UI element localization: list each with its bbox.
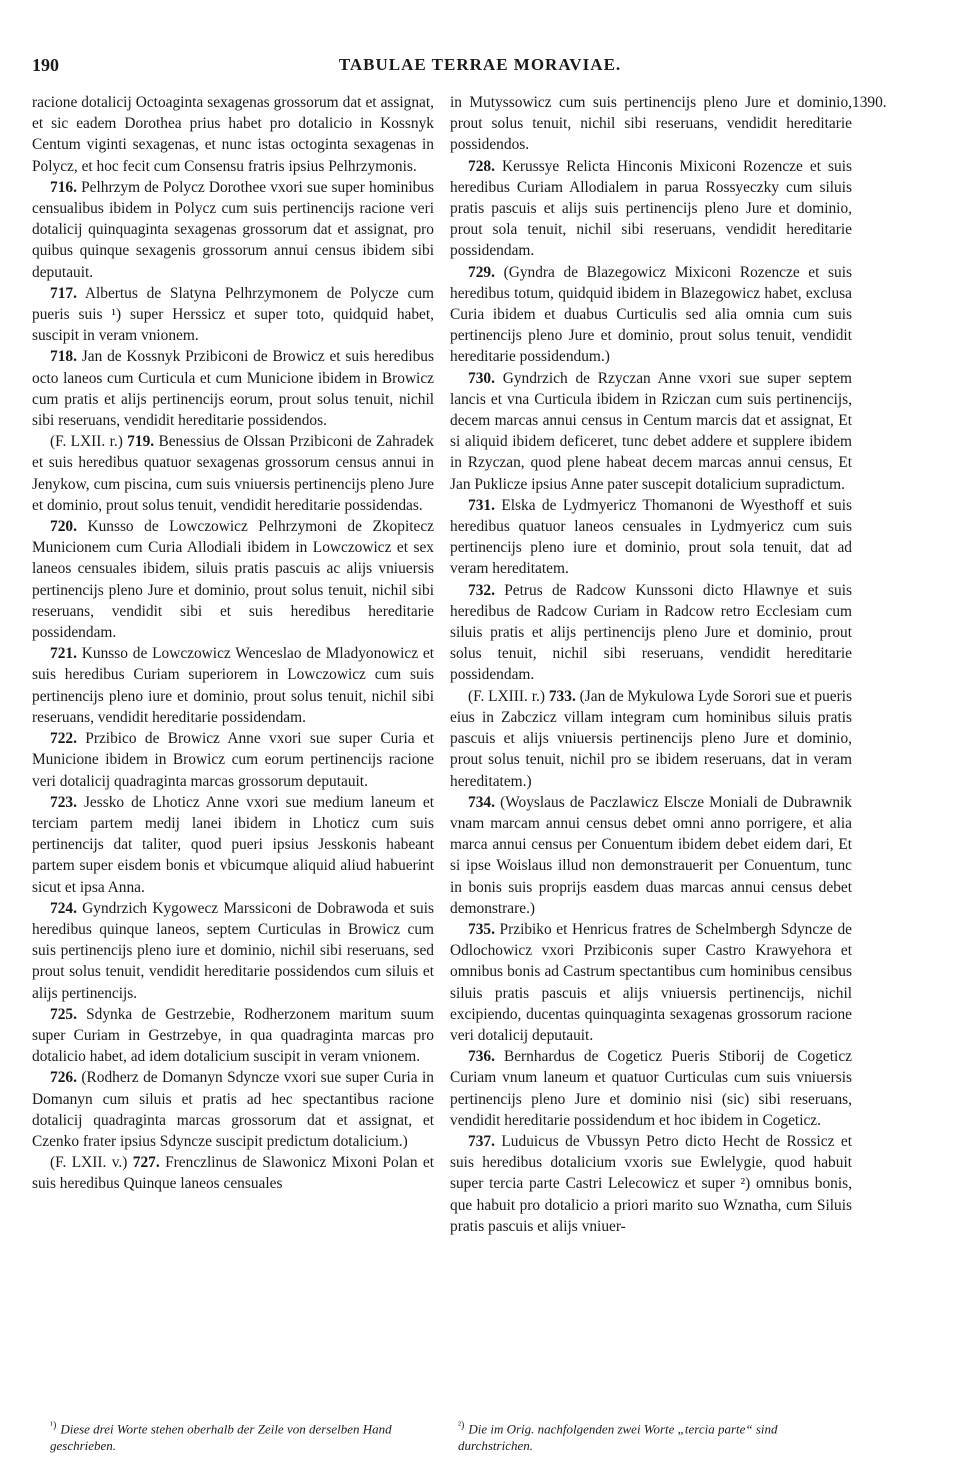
entry-number: 726. — [50, 1069, 77, 1087]
running-title: TABULAE TERRAE MORAVIAE. — [338, 55, 622, 74]
footnote-mark: ²) — [458, 1420, 465, 1431]
entry-number: 727. — [132, 1154, 160, 1172]
entry-text: Petrus de Radcow Kunssoni dicto Hlawnye et suis heredibus de Radcow Curiam in Radcow retro Ecclesiam cum siluis pratis et alijs pertinencijs pleno Jure et dominio, prout solus tenuit, nichil sibi reseruans, vendidit hereditarie possidendam. — [450, 581, 852, 684]
entry-number: 717. — [50, 284, 77, 302]
entry-number: 728. — [468, 157, 495, 175]
folio-reference: (F. LXIII. r.) — [468, 687, 545, 705]
entry-718 — [32, 346, 434, 431]
entry-number: 731. — [468, 496, 495, 514]
entry-728 — [450, 156, 852, 262]
entry-722 — [32, 728, 434, 792]
footnote-left — [50, 1417, 445, 1454]
entry-number: 718. — [50, 348, 77, 366]
entry-text: Elska de Lydmyericz Thomanoni de Wyesthoff et suis heredibus quatuor laneos censuales in Lydmyericz cum suis pertinencijs pleno iure et dominio, prout sola tenuit, dat ad veram hereditatem. — [450, 496, 852, 578]
entry-number: 723. — [50, 793, 77, 811]
entry-number: 734. — [468, 793, 495, 811]
footnote-right — [458, 1417, 853, 1454]
entry-text: (Rodherz de Domanyn Sdyncze vxori sue super Curia in Domanyn cum siluis et pratis ad hec spectantibus racione dotalicij quadraginta marcas grossorum dat et assignat, et Czenko frater ipsius Sdyncze suscipit predictum dotalicium.) — [32, 1069, 434, 1150]
entry-724 — [32, 898, 434, 1004]
entry-text: Pelhrzym de Polycz Dorothee vxori sue super hominibus censualibus ibidem in Polycz cum suis pertinencijs racione veri dotalicij quinquaginta sexagenas grossorum dat et assignat, pro quibus quinque sexagenis grossorum annui census ibidem sibi deputauit. — [32, 178, 434, 281]
entry-text: Kunsso de Lowczowicz Wenceslao de Mladyonowicz et suis heredibus Curiam superiorem in Lowczowicz cum suis pertinencijs pleno iure et dominio, prout solus tenuit, nichil sibi reseruans, vendidit hereditarie possidendam. — [32, 645, 434, 726]
entry-735 — [450, 919, 852, 1046]
entry-731 — [450, 495, 852, 580]
entry-734 — [450, 792, 852, 919]
entry-737 — [450, 1131, 852, 1237]
entry-number: 724. — [50, 899, 77, 917]
entry-721 — [32, 643, 434, 728]
folio-reference: (F. LXII. r.) — [50, 433, 123, 451]
entry-726 — [32, 1067, 434, 1152]
entry-text: Frenczlinus de Slawonicz Mixoni Polan et suis heredibus Quinque laneos censuales — [32, 1154, 435, 1193]
entry-text: in Mutyssowicz cum suis pertinencijs pleno Jure et dominio, prout solus tenuit, nichil sibi reseruans, vendidit hereditarie possidendos. — [450, 94, 852, 154]
entry-number: 733. — [548, 687, 576, 705]
footnote-text: Diese drei Worte stehen oberhalb der Zeile von derselben Hand geschrieben. — [50, 1421, 392, 1454]
entry-number: 730. — [468, 369, 495, 387]
entry-number: 720. — [50, 518, 77, 536]
entry-717 — [32, 283, 434, 347]
left-column — [32, 92, 434, 1195]
entry-719 — [32, 431, 434, 516]
margin-year: 1390. — [852, 94, 887, 111]
page-number: 190 — [32, 55, 59, 75]
entry-733 — [450, 686, 852, 792]
entry-text: Bernhardus de Cogeticz Pueris Stiborij de Cogeticz Curiam vnum laneum et quatuor Curticulas cum suis vniuersis pertinencijs pleno Jure et dominio nisi (sic) sibi reseruans, vendidit hereditarie possidendum et hoc ibidem in Cogeticz. — [450, 1048, 852, 1129]
folio-reference: (F. LXII. v.) — [50, 1154, 128, 1172]
entry-727 — [32, 1152, 434, 1194]
entry-729 — [450, 262, 852, 368]
entry-text: Kerussye Relicta Hinconis Mixiconi Rozencze et suis heredibus Curiam Allodialem in parua Rossyeczky cum siluis pratis pascuis et alijs suis pertinencijs pleno Jure et dominio, prout sola tenuit, nichil sibi reseruans, vendidit hereditarie possidendam. — [450, 157, 852, 260]
entry-text: (Gyndra de Blazegowicz Mixiconi Rozencze et suis heredibus totum, quidquid ibidem in Blazegowicz habet, exclusa Curia ibidem et duabus Curticulis sed alia omnia cum suis pertinencijs pleno Jure et dominio, prout solus tenuit, vendidit hereditarie possidendum.) — [450, 263, 852, 366]
entry-continuation — [450, 92, 852, 156]
entry-number: 729. — [468, 263, 495, 281]
entry-732 — [450, 580, 852, 686]
entry-720 — [32, 516, 434, 643]
entry-text: Kunsso de Lowczowicz Pelhrzymoni de Zkopitecz Municionem cum Curia Allodiali ibidem in Lowczowicz et sex laneos censuales ibidem, siluis pratis pascuis ac alijs vniuersis pertinencijs pleno Jure et dominio, prout solus tenuit, nichil sibi reseruans, vendidit sibi et suis heredibus hereditarie possidendam. — [32, 518, 434, 642]
running-head — [32, 55, 928, 81]
entry-number: 725. — [50, 1005, 77, 1023]
entry-725 — [32, 1004, 434, 1068]
entry-text: Luduicus de Vbussyn Petro dicto Hecht de Rossicz et suis heredibus dotalicium vxoris sue Ewlelygie, quod habuit super tercia parte Castri Lelecowicz et super ²) omnibus bonis, que habuit pro dotalicio a priori marito suo Wznatha, cum Siluis pratis pascuis et alijs vniuer- — [450, 1132, 852, 1235]
entry-text: Albertus de Slatyna Pelhrzymonem de Polycze cum pueris suis ¹) super Herssicz et super toto, quidquid habet, suscipit in veram vnionem. — [32, 284, 435, 345]
entry-number: 736. — [468, 1048, 495, 1066]
entry-716 — [32, 177, 434, 283]
entry-text: Gyndrzich Kygowecz Marssiconi de Dobrawoda et suis heredibus quinque laneos, septem Curticulas in Browicz cum suis pertinencijs pleno iure et dominio, nichil sibi reseruans, sed prout solus tenuit, vendidit hereditarie possidendos cum siluis et alijs pertinencijs. — [32, 899, 434, 1002]
entry-text: Przibico de Browicz Anne vxori sue super Curia et Municione ibidem in Browicz cum eorum pertinencijs racione veri dotalicij quadraginta marcas grossorum deputauit. — [32, 730, 434, 790]
entry-736 — [450, 1046, 852, 1131]
entry-number: 732. — [468, 581, 495, 599]
entry-number: 735. — [468, 920, 495, 938]
entry-text: Sdynka de Gestrzebie, Rodherzonem maritum suum super Curiam in Gestrzebye, in qua quadraginta marcas pro dotalicio habet, ad idem dotalicium suscipit in veram vnionem. — [32, 1005, 434, 1066]
right-column — [450, 92, 887, 1237]
footnote-text: Die im Orig. nachfolgenden zwei Worte „tercia parte“ sind durchstrichen. — [458, 1421, 778, 1454]
entry-text: Benessius de Olssan Przibiconi de Zahradek et suis heredibus quatuor sexagenas grossorum census annui in Jenykow, cum piscina, cum suis vniuersis pertinencijs pleno Jure et dominio, prout solus tenuit, vendidit hereditarie possidendas. — [32, 433, 434, 514]
entry-730 — [450, 368, 852, 495]
entry-continuation — [32, 92, 434, 177]
entry-number: 719. — [127, 433, 155, 451]
entry-text: Gyndrzich de Rzyczan Anne vxori sue super septem lancis et vna Curticula ibidem in Rziczan cum suis pertinencijs, decem marcas annui census in Centum marcis dat et assignat, Et si aliquid ibidem deficeret, tunc debet addere et supplere ibidem in Rzyczan, quod plene habeat decem marcas annui census, Et Jan Puklicze ipsius Anne pater suscepit dotalicium supradictum. — [450, 369, 852, 493]
entry-text: (Jan de Mykulowa Lyde Sorori sue et pueris eius in Zabczicz villam integram cum hominibus siluis pratis pascuis et alijs vniuersis pertinencijs pleno Jure et dominio, prout solus tenuit, nichil pro se ibidem reseruans, dat in veram hereditatem.) — [450, 687, 852, 790]
entry-723 — [32, 792, 434, 898]
entry-text: Jan de Kossnyk Przibiconi de Browicz et suis heredibus octo laneos cum Curticula et cum Municione ibidem in Browicz cum pratis et alijs pertinencijs eorum, prout solus tenuit, nichil sibi reseruans, vendidit hereditarie possidendos. — [32, 348, 434, 430]
entry-number: 716. — [50, 178, 77, 196]
entry-number: 737. — [468, 1132, 495, 1150]
entry-text: Przibiko et Henricus fratres de Schelmbergh Sdyncze de Odlochowicz vxori Przibiconis super Castro Krawyehora et omnibus bonis ad Castrum spectantibus cum hominibus censibus siluis pratis pascuis et alijs vniuersis pertinencijs, nichil excipiendo, ducentas quinquaginta sexagenas grossorum racione veri dotalicij deputauit. — [450, 920, 852, 1044]
entry-text: racione dotalicij Octoaginta sexagenas grossorum dat et assignat, et sic eadem Dorothea prius habet pro dotalicio in Kossnyk Centum viginti sexagenas, et nunc istas octoginta sexagenas in Polycz, et hoc fecit cum Consensu fratris ipsius Pelhrzymonis. — [32, 94, 434, 175]
entry-text: Jessko de Lhoticz Anne vxori sue medium laneum et terciam partem medij lanei ibidem in Lhoticz cum suis pertinencijs dat taliter, quod pueri ipsius Jesskonis habeant partem super eisdem bonis et vbicumque aliquid aliud habuerint sicut et ipsa Anna. — [32, 793, 434, 896]
entry-text: (Woyslaus de Paczlawicz Elscze Moniali de Dubrawnik vnam marcam annui census debet omni anno porrigere, et alia marca annui census per Conuentum ibidem debet eidem dari, Et si ipse Woislaus illud non demonstrauerit per Conuentum, tunc in bonis suis proprijs easdem duas marcas annui census debet demonstrare.) — [450, 793, 852, 917]
entry-number: 722. — [50, 730, 77, 748]
footnote-mark: ¹) — [50, 1420, 57, 1431]
entry-number: 721. — [50, 645, 77, 663]
